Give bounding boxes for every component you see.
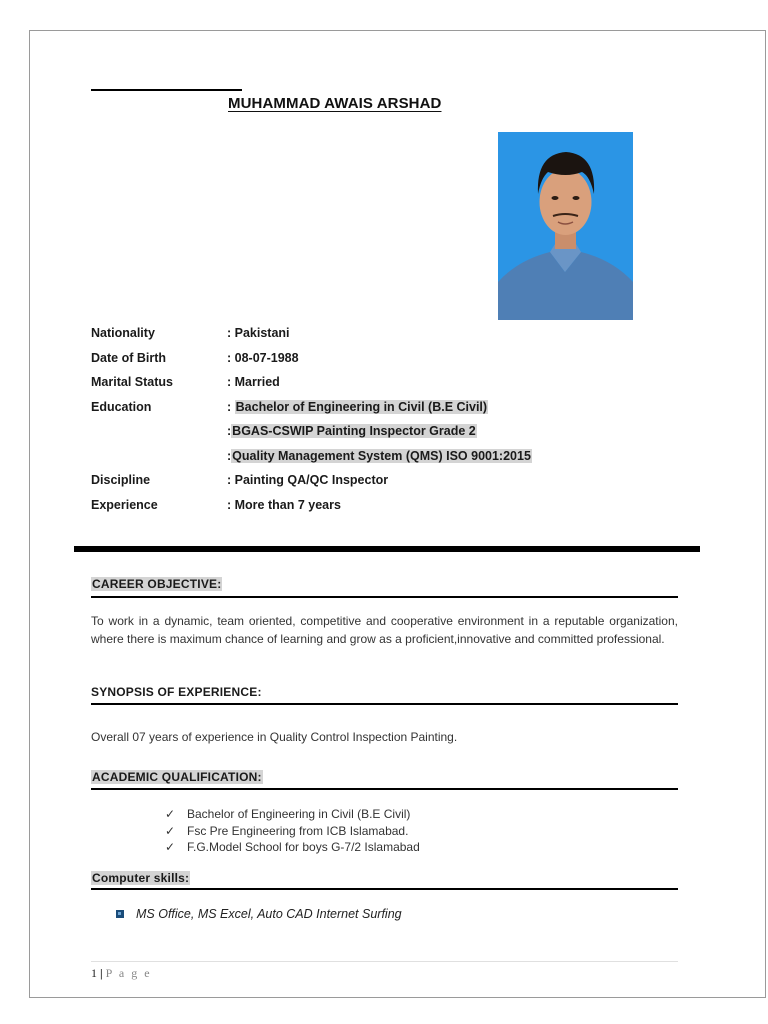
detail-label: Date of Birth bbox=[91, 350, 166, 365]
detail-highlight: Quality Management System (QMS) ISO 9001:2015 bbox=[232, 448, 531, 463]
footer-rule bbox=[91, 961, 678, 962]
heading-text: CAREER OBJECTIVE: bbox=[92, 577, 222, 591]
detail-value: : Painting QA/QC Inspector bbox=[227, 473, 389, 488]
list-item-text: Bachelor of Engineering in Civil (B.E Civil) bbox=[187, 807, 411, 821]
detail-value bbox=[227, 424, 477, 438]
checkmark-icon: ✓ bbox=[165, 807, 176, 821]
list-item bbox=[165, 839, 420, 856]
detail-row-education-2 bbox=[91, 419, 532, 444]
detail-label: Marital Status bbox=[91, 375, 173, 390]
computer-skills-item bbox=[116, 907, 402, 921]
heading-underline bbox=[91, 596, 678, 598]
detail-highlight: BGAS-CSWIP Painting Inspector Grade 2 bbox=[232, 424, 476, 439]
list-item bbox=[165, 806, 420, 823]
detail-value bbox=[227, 449, 532, 463]
detail-row-discipline bbox=[91, 468, 532, 493]
list-item bbox=[165, 823, 420, 840]
detail-label: Nationality bbox=[91, 326, 155, 341]
heading-underline bbox=[91, 703, 678, 705]
checkmark-icon: ✓ bbox=[165, 840, 176, 854]
list-item-text: Fsc Pre Engineering from ICB Islamabad. bbox=[187, 823, 409, 838]
detail-prefix: : bbox=[227, 399, 235, 414]
detail-highlight: Bachelor of Engineering in Civil (B.E Civil) bbox=[235, 399, 488, 414]
detail-row-dob bbox=[91, 346, 532, 371]
profile-photo bbox=[498, 132, 633, 320]
synopsis-text: Overall 07 years of experience in Quality Control Inspection Painting. bbox=[91, 730, 458, 744]
page-number: 1 bbox=[91, 966, 97, 980]
computer-skills-heading bbox=[91, 871, 190, 885]
detail-label: Education bbox=[91, 399, 152, 414]
detail-value bbox=[227, 400, 488, 414]
career-objective-text: To work in a dynamic, team oriented, competitive and cooperative environment in a reputable organization, where there is maximum chance of learning and grow as a proficient,innovative and committed professional. bbox=[91, 614, 678, 646]
detail-value: : 08-07-1988 bbox=[227, 350, 299, 365]
detail-prefix: : bbox=[227, 424, 232, 439]
page-footer bbox=[91, 966, 152, 981]
detail-row-nationality bbox=[91, 321, 532, 346]
header-rule bbox=[91, 89, 242, 91]
personal-details bbox=[91, 321, 532, 517]
detail-value: : More than 7 years bbox=[227, 497, 341, 512]
career-objective-heading bbox=[91, 577, 222, 591]
skills-text: MS Office, MS Excel, Auto CAD Internet Surfing bbox=[136, 907, 402, 921]
detail-label: Experience bbox=[91, 497, 158, 512]
section-divider bbox=[74, 546, 700, 552]
detail-row-marital bbox=[91, 370, 532, 395]
portrait-illustration bbox=[498, 132, 633, 320]
detail-label: Discipline bbox=[91, 473, 151, 488]
checkmark-icon: ✓ bbox=[165, 823, 176, 838]
candidate-name: MUHAMMAD AWAIS ARSHAD bbox=[228, 95, 442, 112]
heading-text: Computer skills: bbox=[92, 871, 190, 885]
synopsis-heading bbox=[91, 685, 262, 699]
heading-underline bbox=[91, 788, 678, 790]
detail-row-education bbox=[91, 395, 532, 420]
academic-heading bbox=[91, 770, 263, 784]
detail-row-education-3 bbox=[91, 444, 532, 469]
page-label: P a g e bbox=[105, 966, 152, 980]
square-bullet-icon bbox=[116, 910, 124, 918]
list-item-text: F.G.Model School for boys G-7/2 Islamabad bbox=[187, 840, 420, 854]
detail-row-experience bbox=[91, 493, 532, 518]
heading-underline bbox=[91, 888, 678, 890]
academic-list bbox=[165, 806, 420, 856]
footer-separator: | bbox=[100, 966, 103, 980]
detail-value: : Pakistani bbox=[227, 326, 290, 341]
detail-prefix: : bbox=[227, 448, 232, 463]
detail-value: : Married bbox=[227, 375, 280, 390]
heading-text: SYNOPSIS OF EXPERIENCE: bbox=[91, 685, 262, 699]
heading-text: ACADEMIC QUALIFICATION: bbox=[92, 770, 262, 784]
document-page bbox=[29, 30, 766, 998]
